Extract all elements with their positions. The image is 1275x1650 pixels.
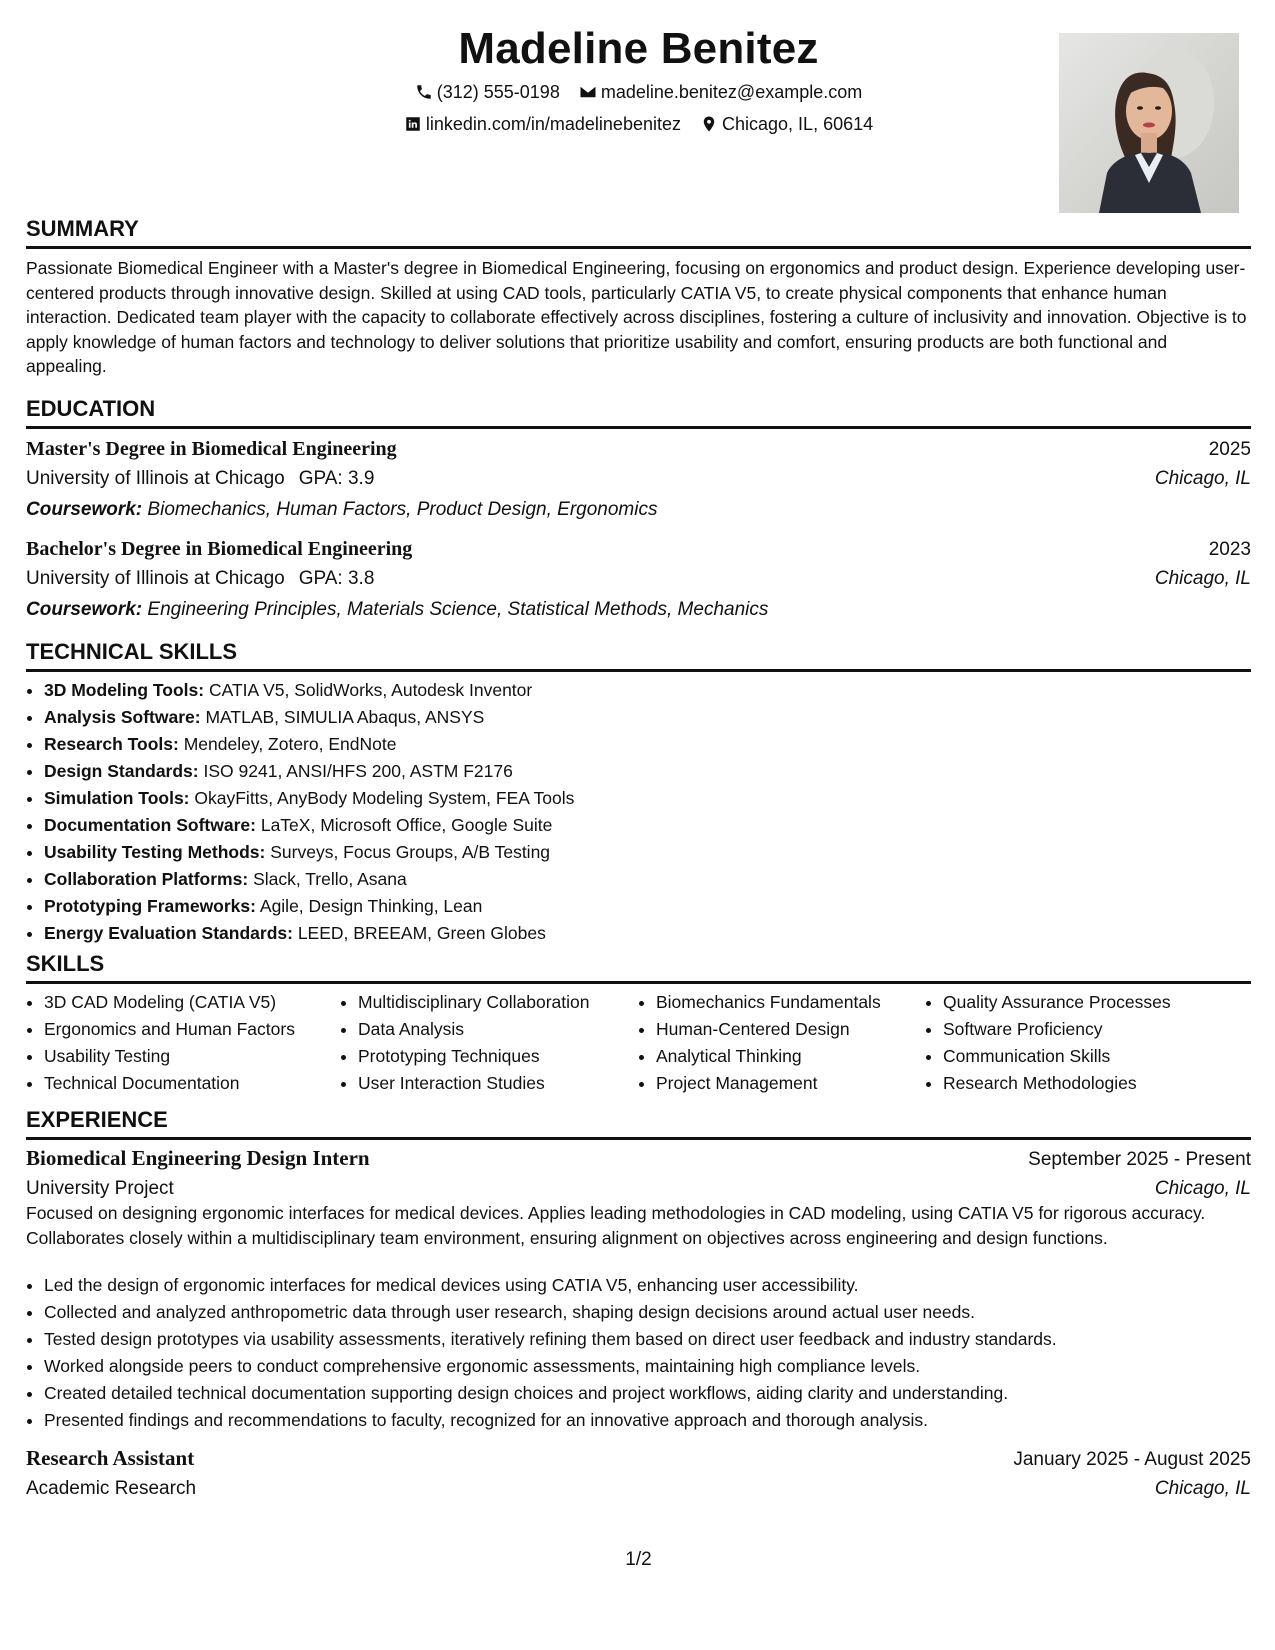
page-number: 1/2	[625, 1549, 652, 1570]
degree-year: 2023	[1208, 539, 1251, 560]
list-item	[44, 758, 574, 785]
list-item: • Analytical Thinking	[656, 1043, 881, 1070]
skill-values: LEED, BREEAM, Green Globes	[297, 923, 546, 943]
profile-photo	[1059, 33, 1239, 213]
education-entry-2-header	[26, 538, 1251, 561]
degree-title: Master's Degree in Biomedical Engineering	[26, 438, 397, 460]
skill-values: OkayFitts, AnyBody Modeling System, FEA Tools	[194, 788, 575, 808]
list-item	[44, 785, 574, 812]
list-item: • Created detailed technical documentation supporting design choices and project workflows, aiding clarity and understanding.	[44, 1380, 1057, 1407]
gpa: GPA: 3.8	[298, 568, 375, 589]
phone-contact	[415, 79, 560, 105]
list-item: • 3D CAD Modeling (CATIA V5)	[44, 989, 295, 1016]
list-item: • Human-Centered Design	[656, 1016, 881, 1043]
list-item	[44, 812, 574, 839]
list-item	[44, 839, 574, 866]
list-item	[44, 920, 574, 947]
school-line	[26, 468, 374, 490]
summary-text: Passionate Biomedical Engineer with a Master's degree in Biomedical Engineering, focusing on ergonomics and product design. Experience developing user-centered products through innovative design. Skilled at using CAD tools, particularly CATIA V5, to create physical components that enhance human interaction. Dedicated team player with the capacity to collaborate effectively across disciplines, fostering a culture of inclusivity and innovation. Objective is to apply knowledge of human factors and technology to deliver solutions that prioritize usability and comfort, ensuring products are both functional and appealing.	[26, 258, 1247, 376]
list-item: • Research Methodologies	[943, 1070, 1171, 1097]
job-2-org	[26, 1478, 1251, 1500]
summary-heading: SUMMARY	[26, 215, 1251, 249]
coursework-line	[26, 599, 768, 621]
skill-category: Analysis Software:	[44, 707, 201, 727]
education-entry-1-coursework	[26, 499, 1251, 521]
skill-category: Collaboration Platforms:	[44, 869, 249, 889]
list-item: • Prototyping Techniques	[358, 1043, 590, 1070]
job-title: Biomedical Engineering Design Intern	[26, 1146, 370, 1170]
list-item	[44, 731, 574, 758]
skills-column-3	[638, 989, 881, 1097]
school-line	[26, 568, 374, 590]
job-title: Research Assistant	[26, 1446, 195, 1470]
school-location: Chicago, IL	[1154, 568, 1251, 589]
job-location: Chicago, IL	[1154, 1478, 1251, 1499]
list-item: • Biomechanics Fundamentals	[656, 989, 881, 1016]
skill-category: Research Tools:	[44, 734, 179, 754]
list-item: • Communication Skills	[943, 1043, 1171, 1070]
skill-values: Surveys, Focus Groups, A/B Testing	[270, 842, 551, 862]
list-item: • Multidisciplinary Collaboration	[358, 989, 590, 1016]
job-1-header	[26, 1146, 1251, 1171]
phone-number: (312) 555-0198	[436, 82, 560, 102]
coursework-list: Biomechanics, Human Factors, Product Design, Ergonomics	[147, 499, 658, 520]
linkedin-contact[interactable]	[404, 111, 681, 137]
education-entry-2-school	[26, 568, 1251, 590]
location-contact	[700, 111, 873, 137]
skill-values: Mendeley, Zotero, EndNote	[183, 734, 397, 754]
list-item: • Collected and analyzed anthropometric data through user research, shaping design decisions around actual user needs.	[44, 1299, 1057, 1326]
skills-heading: SKILLS	[26, 950, 1251, 984]
education-entry-1-header	[26, 438, 1251, 461]
job-location: Chicago, IL	[1154, 1178, 1251, 1199]
school-name: University of Illinois at Chicago	[26, 568, 285, 589]
email-address[interactable]: madeline.benitez@example.com	[600, 82, 863, 102]
location-text: Chicago, IL, 60614	[722, 114, 874, 134]
list-item: • Worked alongside peers to conduct comprehensive ergonomic assessments, maintaining high compliance levels.	[44, 1353, 1057, 1380]
skill-category: Documentation Software:	[44, 815, 256, 835]
education-heading: EDUCATION	[26, 395, 1251, 429]
coursework-list: Engineering Principles, Materials Science, Statistical Methods, Mechanics	[147, 599, 769, 620]
school-location: Chicago, IL	[1154, 468, 1251, 489]
list-item: • Tested design prototypes via usability assessments, iteratively refining them based on direct user feedback and industry standards.	[44, 1326, 1057, 1353]
list-item: • Data Analysis	[358, 1016, 590, 1043]
skills-column-2	[340, 989, 590, 1097]
skill-values: Agile, Design Thinking, Lean	[259, 896, 483, 916]
linkedin-url[interactable]: linkedin.com/in/madelinebenitez	[425, 114, 681, 134]
job-dates: September 2025 - Present	[1028, 1149, 1251, 1170]
list-item: • Project Management	[656, 1070, 881, 1097]
map-pin-icon	[700, 115, 718, 133]
job-1-org	[26, 1178, 1251, 1200]
experience-heading: EXPERIENCE	[26, 1106, 1251, 1140]
email-contact[interactable]	[579, 79, 862, 105]
coursework-line	[26, 499, 657, 521]
skill-category: Simulation Tools:	[44, 788, 190, 808]
job-2-header	[26, 1446, 1251, 1471]
portrait-illustration	[1059, 33, 1239, 213]
skill-category: Energy Evaluation Standards:	[44, 923, 293, 943]
linkedin-icon	[404, 115, 422, 133]
list-item: • Software Proficiency	[943, 1016, 1171, 1043]
skill-values: CATIA V5, SolidWorks, Autodesk Inventor	[208, 680, 533, 700]
list-item: • Ergonomics and Human Factors	[44, 1016, 295, 1043]
job-1-bullets	[26, 1272, 1057, 1434]
skills-column-4	[925, 989, 1171, 1097]
technical-skills-list	[26, 677, 574, 947]
school-name: University of Illinois at Chicago	[26, 468, 285, 489]
envelope-icon	[579, 83, 597, 101]
skills-column-1	[26, 989, 295, 1097]
job-organization: Academic Research	[26, 1478, 197, 1499]
skill-category: Usability Testing Methods:	[44, 842, 266, 862]
list-item: • Usability Testing	[44, 1043, 295, 1070]
skill-category: Prototyping Frameworks:	[44, 896, 256, 916]
degree-year: 2025	[1208, 439, 1251, 460]
skill-values: MATLAB, SIMULIA Abaqus, ANSYS	[205, 707, 485, 727]
phone-icon	[415, 83, 433, 101]
resume-page	[26, 0, 1251, 1650]
coursework-label: Coursework:	[26, 499, 143, 520]
list-item: • User Interaction Studies	[358, 1070, 590, 1097]
technical-skills-heading: TECHNICAL SKILLS	[26, 638, 1251, 672]
skill-values: ISO 9241, ANSI/HFS 200, ASTM F2176	[203, 761, 513, 781]
list-item: • Led the design of ergonomic interfaces for medical devices using CATIA V5, enhancing user accessibility.	[44, 1272, 1057, 1299]
list-item: • Technical Documentation	[44, 1070, 295, 1097]
skill-values: LaTeX, Microsoft Office, Google Suite	[260, 815, 553, 835]
education-entry-2-coursework	[26, 599, 1251, 621]
skill-category: 3D Modeling Tools:	[44, 680, 205, 700]
list-item	[44, 677, 574, 704]
candidate-name: Madeline Benitez	[458, 24, 819, 73]
list-item: • Presented findings and recommendations to faculty, recognized for an innovative approach and thorough analysis.	[44, 1407, 1057, 1434]
list-item	[44, 866, 574, 893]
gpa: GPA: 3.9	[298, 468, 375, 489]
skill-category: Design Standards:	[44, 761, 199, 781]
job-organization: University Project	[26, 1178, 174, 1199]
job-1-description: Focused on designing ergonomic interfaces for medical devices. Applies leading methodologies in CAD modeling, using CATIA V5 for rigorous accuracy. Collaborates closely within a multidisciplinary team environment, ensuring alignment on objectives across engineering and design functions.	[26, 1203, 1206, 1248]
coursework-label: Coursework:	[26, 599, 143, 620]
list-item	[44, 704, 574, 731]
degree-title: Bachelor's Degree in Biomedical Engineering	[26, 538, 413, 560]
skill-values: Slack, Trello, Asana	[253, 869, 407, 889]
job-dates: January 2025 - August 2025	[1013, 1449, 1251, 1470]
list-item	[44, 893, 574, 920]
list-item: • Quality Assurance Processes	[943, 989, 1171, 1016]
education-entry-1-school	[26, 468, 1251, 490]
